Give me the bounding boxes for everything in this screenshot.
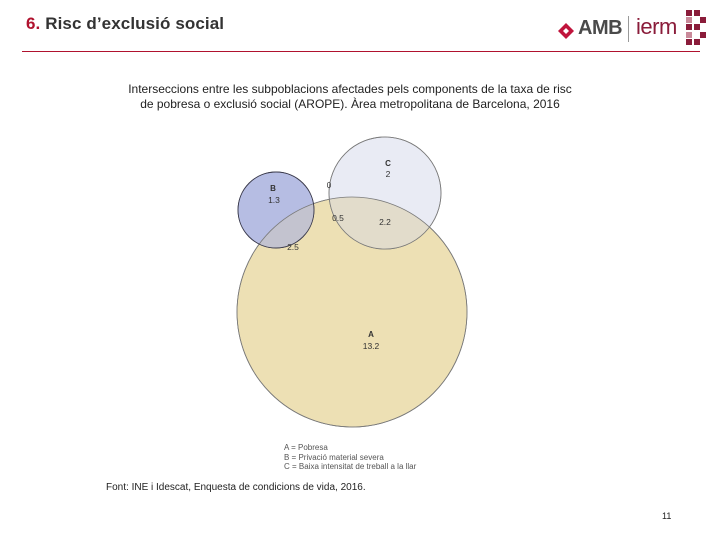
set-a-value: 13.2 — [362, 341, 380, 351]
set-a-name: A — [368, 330, 374, 339]
intersection-a-c-value: 2.2 — [379, 217, 391, 227]
set-c-value: 2 — [385, 169, 391, 179]
set-b-name: B — [270, 184, 276, 193]
intersection-b-c-value: 0 — [326, 181, 332, 190]
legend — [284, 443, 416, 472]
legend-item-a: A = Pobresa — [284, 443, 328, 452]
amb-logo-text: AMB — [578, 17, 623, 39]
section-number: 6. — [26, 14, 41, 33]
set-c-name: C — [385, 159, 391, 168]
intersection-a-b-value: 2.5 — [287, 242, 299, 252]
chart-title-line-2: de pobresa o exclusió social (AROPE). Àrea metropolitana de Barcelona, 2016 — [140, 97, 560, 111]
set-b-value: 1.3 — [268, 195, 280, 205]
legend-item-b: B = Privació material severa — [284, 452, 384, 462]
legend-item-c: C = Baixa intensitat de treball a la llar — [284, 462, 417, 471]
page-number: 11 — [662, 511, 672, 521]
intersection-a-b-c-value: 0.5 — [332, 213, 344, 223]
chart-title-line-1: Interseccions entre les subpoblacions afectades pels components de la taxa de risc — [128, 82, 572, 96]
source-note: Font: INE i Idescat, Enquesta de condicions de vida, 2016. — [106, 482, 366, 493]
section-title: Risc d’exclusió social — [45, 14, 225, 33]
ierm-logo-text: ierm — [636, 14, 677, 39]
